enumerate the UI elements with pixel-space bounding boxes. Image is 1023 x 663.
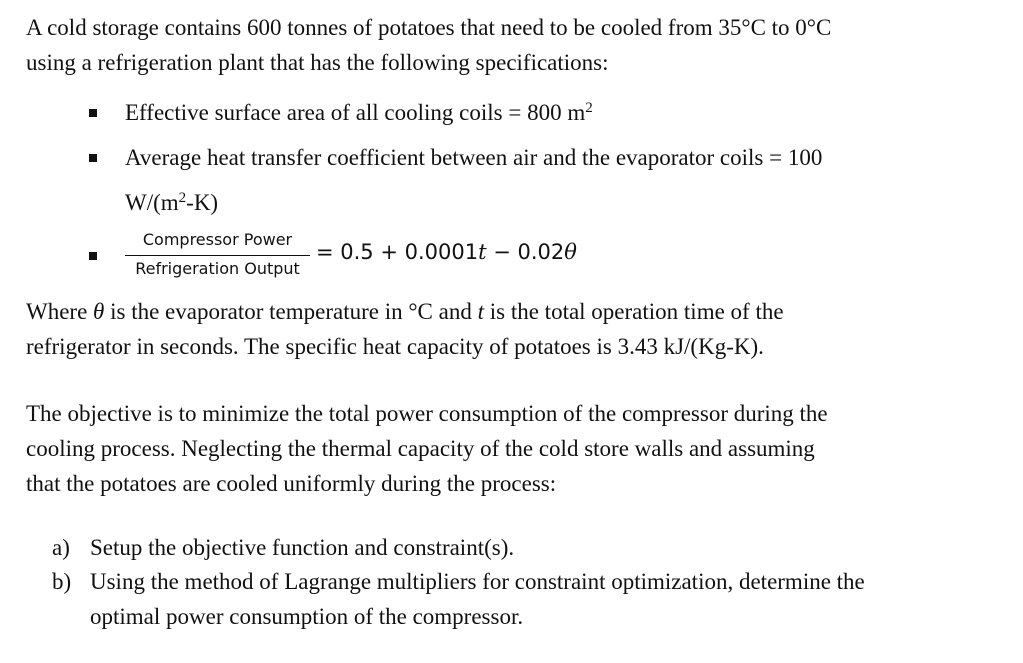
bullet-marker-2 bbox=[89, 154, 97, 162]
spec-heat-transfer-unit-a: W/(m bbox=[125, 190, 179, 215]
spec-surface-area bbox=[125, 98, 593, 128]
intro-line-1: A cold storage contains 600 tonnes of potatoes that need to be cooled from 35°C to 0°C bbox=[26, 15, 832, 40]
fraction-numerator: Compressor Power bbox=[142, 230, 293, 249]
objective-line-1: The objective is to minimize the total power consumption of the compressor during the bbox=[26, 401, 828, 426]
question-b-line-2: optimal power consumption of the compressor. bbox=[90, 604, 524, 629]
power-ratio-equation bbox=[316, 240, 577, 264]
where-theta: θ bbox=[93, 299, 105, 324]
question-a-text: Setup the objective function and constraint(s). bbox=[90, 535, 515, 560]
spec-heat-transfer-unit-b: -K) bbox=[186, 190, 219, 215]
question-a-label: a) bbox=[52, 535, 70, 560]
spec-surface-area-text: Effective surface area of all cooling coils = 800 m bbox=[125, 100, 586, 125]
where-line-2: refrigerator in seconds. The specific heat capacity of potatoes is 3.43 kJ/(Kg-K). bbox=[26, 334, 764, 359]
objective-line-3: that the potatoes are cooled uniformly during the process: bbox=[26, 471, 557, 496]
where-line-1 bbox=[26, 297, 784, 327]
intro-line-2: using a refrigeration plant that has the following specifications: bbox=[26, 50, 609, 75]
question-b-label: b) bbox=[52, 569, 72, 594]
equation-var-theta: θ bbox=[564, 240, 577, 264]
objective-line-2: cooling process. Neglecting the thermal capacity of the cold store walls and assuming bbox=[26, 436, 815, 461]
spec-heat-transfer-line-1: Average heat transfer coefficient between air and the evaporator coils = 100 bbox=[125, 145, 823, 170]
fraction-denominator: Refrigeration Output bbox=[135, 259, 300, 278]
where-t: t bbox=[477, 299, 484, 324]
where-text-b: is the evaporator temperature in °C and bbox=[104, 299, 478, 324]
where-text-a: Where bbox=[26, 299, 94, 324]
spec-heat-transfer-superscript: 2 bbox=[178, 190, 187, 206]
fraction-bar bbox=[125, 255, 310, 256]
spec-heat-transfer-line-2 bbox=[125, 188, 218, 218]
power-ratio-fraction bbox=[125, 228, 310, 284]
spec-surface-area-superscript: 2 bbox=[585, 100, 593, 116]
equation-rhs-middle: − 0.02 bbox=[486, 240, 565, 264]
bullet-marker-3 bbox=[89, 252, 97, 260]
equation-rhs-prefix: = 0.5 + 0.0001 bbox=[316, 240, 479, 264]
bullet-marker-1 bbox=[89, 109, 97, 117]
question-b-line-1: Using the method of Lagrange multipliers for constraint optimization, determine the bbox=[90, 569, 865, 594]
equation-var-t: t bbox=[478, 240, 487, 264]
where-text-c: is the total operation time of the bbox=[483, 299, 784, 324]
